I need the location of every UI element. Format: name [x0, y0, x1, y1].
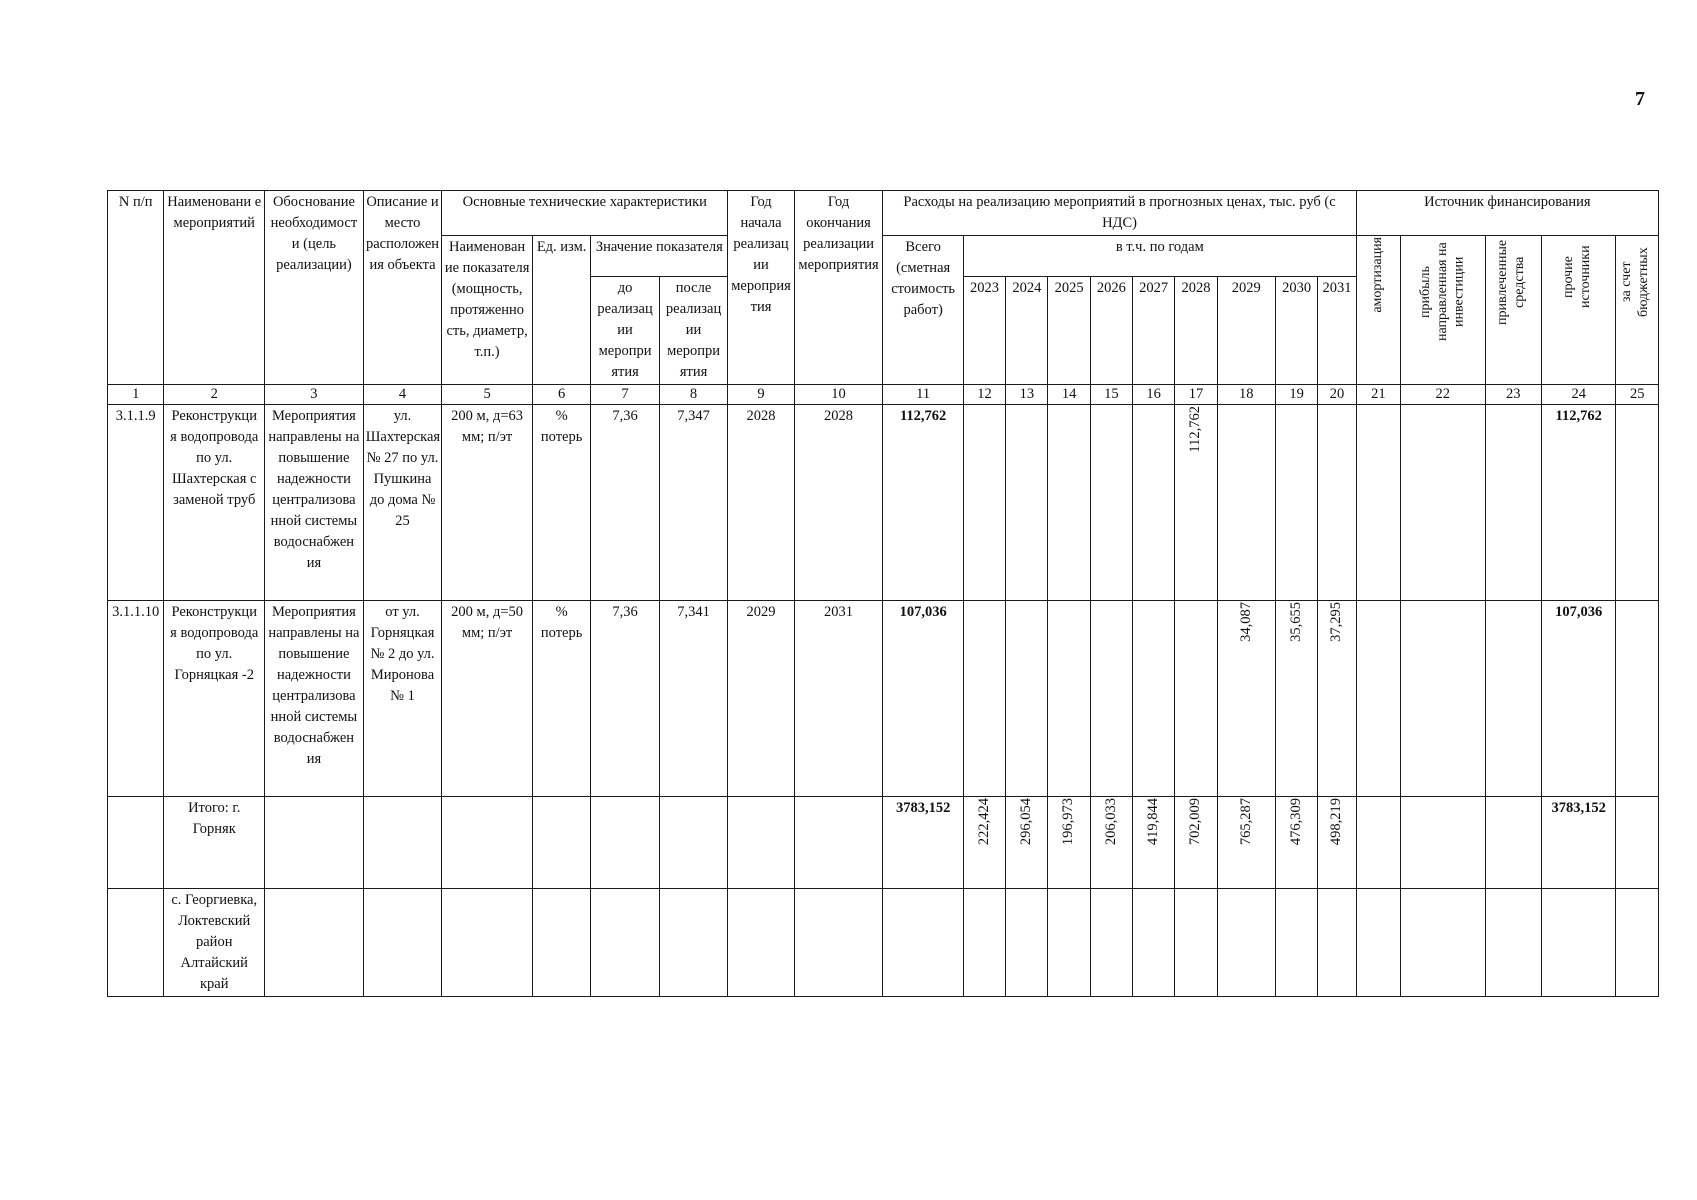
row-fin-value	[1616, 601, 1659, 797]
col-number: 18	[1217, 385, 1275, 405]
header-year-2027: 2027	[1133, 277, 1175, 385]
row-indicator: 200 м, д=50 мм; п/эт	[442, 601, 533, 797]
total-empty	[659, 797, 728, 889]
location-empty	[963, 889, 1005, 997]
header-year-2024: 2024	[1006, 277, 1048, 385]
total-empty	[794, 797, 883, 889]
header-fin-other: прочие источники	[1541, 236, 1616, 385]
col-number: 23	[1485, 385, 1541, 405]
row-indicator: 200 м, д=63 мм; п/эт	[442, 405, 533, 601]
location-empty	[532, 889, 590, 997]
location-empty	[1356, 889, 1400, 997]
location-empty	[1318, 889, 1356, 997]
row-reason: Мероприятия направлены на повышение надежности централизова нной системы водоснабжен ия	[265, 601, 364, 797]
header-reason: Обоснование необходимост и (цель реализации)	[265, 191, 364, 385]
row-year-value	[1175, 601, 1217, 797]
total-year-value: 702,009	[1175, 797, 1217, 889]
total-fin-value	[1616, 797, 1659, 889]
header-year-2028: 2028	[1175, 277, 1217, 385]
header-costs-by-years: в т.ч. по годам	[963, 236, 1356, 277]
location-empty	[442, 889, 533, 997]
location-empty	[659, 889, 728, 997]
row-name: Реконструкци я водопровода по ул. Шахтерская с заменой труб	[164, 405, 265, 601]
col-number: 11	[883, 385, 964, 405]
header-year-start: Год начала реализац ии мероприя тия	[728, 191, 794, 385]
row-num: 3.1.1.10	[108, 601, 164, 797]
row-unit: % потерь	[532, 601, 590, 797]
table-row	[108, 601, 1659, 797]
location-empty	[363, 889, 442, 997]
row-fin-value	[1400, 405, 1485, 601]
location-empty	[1616, 889, 1659, 997]
header-fin-amortization: амортизация	[1356, 236, 1400, 385]
row-after: 7,347	[659, 405, 728, 601]
header-location: Описание и место расположен ия объекта	[363, 191, 442, 385]
col-number: 14	[1048, 385, 1090, 405]
total-sum: 3783,152	[883, 797, 964, 889]
row-fin-value	[1616, 405, 1659, 601]
location-empty	[591, 889, 659, 997]
header-fin-profit: прибыль направленная на инвестиции	[1400, 236, 1485, 385]
total-empty	[591, 797, 659, 889]
col-number: 6	[532, 385, 590, 405]
location-empty	[883, 889, 964, 997]
row-fin-value	[1485, 405, 1541, 601]
location-empty	[1276, 889, 1318, 997]
header-year-end: Год окончания реализации мероприятия	[794, 191, 883, 385]
location-empty	[1133, 889, 1175, 997]
row-fin-value	[1485, 601, 1541, 797]
location-empty	[1485, 889, 1541, 997]
header-year-2026: 2026	[1090, 277, 1132, 385]
row-location: ул. Шахтерская № 27 по ул. Пушкина до дома № 25	[363, 405, 442, 601]
total-year-value: 765,287	[1217, 797, 1275, 889]
location-num	[108, 889, 164, 997]
row-total: 107,036	[883, 601, 964, 797]
location-empty	[1090, 889, 1132, 997]
row-year-value	[1048, 601, 1090, 797]
col-number: 1	[108, 385, 164, 405]
header-tech-after: после реализац ии меропри ятия	[659, 277, 728, 385]
location-empty	[1006, 889, 1048, 997]
total-empty	[265, 797, 364, 889]
location-empty	[1541, 889, 1616, 997]
table-row	[108, 405, 1659, 601]
col-number: 4	[363, 385, 442, 405]
page-number: 7	[1635, 88, 1645, 110]
total-fin-value	[1356, 797, 1400, 889]
header-tech-indicator: Наименован ие показателя (мощность, протяженно сть, диаметр, т.п.)	[442, 236, 533, 385]
header-fin-budget: за счет бюджетных	[1616, 236, 1659, 385]
header-num: N п/п	[108, 191, 164, 385]
header-year-2029: 2029	[1217, 277, 1275, 385]
total-row	[108, 797, 1659, 889]
col-number: 20	[1318, 385, 1356, 405]
location-empty	[1175, 889, 1217, 997]
location-label: с. Георгиевка, Локтевский район Алтайский край	[164, 889, 265, 997]
col-number: 25	[1616, 385, 1659, 405]
header-tech-before: до реализац ии меропри ятия	[591, 277, 659, 385]
row-location: от ул. Горняцкая № 2 до ул. Миронова № 1	[363, 601, 442, 797]
row-year-value	[1217, 405, 1275, 601]
row-year-value	[1276, 405, 1318, 601]
col-number: 10	[794, 385, 883, 405]
location-empty	[1048, 889, 1090, 997]
row-before: 7,36	[591, 405, 659, 601]
total-empty	[728, 797, 794, 889]
header-row	[108, 191, 1659, 236]
col-number: 5	[442, 385, 533, 405]
total-num	[108, 797, 164, 889]
row-year-value	[963, 601, 1005, 797]
col-number: 2	[164, 385, 265, 405]
row-fin-value	[1400, 601, 1485, 797]
total-year-value: 222,424	[963, 797, 1005, 889]
location-empty	[728, 889, 794, 997]
header-tech-unit: Ед. изм.	[532, 236, 590, 385]
total-empty	[442, 797, 533, 889]
column-numbers-row	[108, 385, 1659, 405]
col-number: 17	[1175, 385, 1217, 405]
col-number: 21	[1356, 385, 1400, 405]
col-number: 9	[728, 385, 794, 405]
row-year-value	[1090, 601, 1132, 797]
row-year-value: 37,295	[1318, 601, 1356, 797]
location-empty	[794, 889, 883, 997]
header-tech-value: Значение показателя	[591, 236, 728, 277]
col-number: 16	[1133, 385, 1175, 405]
row-year-value	[1133, 405, 1175, 601]
header-year-2031: 2031	[1318, 277, 1356, 385]
col-number: 13	[1006, 385, 1048, 405]
header-year-2030: 2030	[1276, 277, 1318, 385]
row-year-end: 2028	[794, 405, 883, 601]
row-fin-value	[1356, 405, 1400, 601]
total-year-value: 206,033	[1090, 797, 1132, 889]
total-empty	[532, 797, 590, 889]
header-fin-attracted: привлеченные средства	[1485, 236, 1541, 385]
location-empty	[1400, 889, 1485, 997]
location-row	[108, 889, 1659, 997]
header-costs-total: Всего (сметная стоимость работ)	[883, 236, 964, 385]
total-year-value: 296,054	[1006, 797, 1048, 889]
header-fin-group: Источник финансирования	[1356, 191, 1658, 236]
investment-table	[107, 190, 1659, 997]
col-number: 12	[963, 385, 1005, 405]
total-label: Итого: г. Горняк	[164, 797, 265, 889]
header-year-2023: 2023	[963, 277, 1005, 385]
row-year-start: 2028	[728, 405, 794, 601]
col-number: 22	[1400, 385, 1485, 405]
total-year-value: 476,309	[1276, 797, 1318, 889]
row-year-value	[1048, 405, 1090, 601]
total-empty	[363, 797, 442, 889]
row-year-value	[1090, 405, 1132, 601]
col-number: 7	[591, 385, 659, 405]
location-empty	[1217, 889, 1275, 997]
row-after: 7,341	[659, 601, 728, 797]
total-year-value: 196,973	[1048, 797, 1090, 889]
location-empty	[265, 889, 364, 997]
row-fin-value: 107,036	[1541, 601, 1616, 797]
row-year-value	[1006, 405, 1048, 601]
row-fin-value	[1356, 601, 1400, 797]
header-year-2025: 2025	[1048, 277, 1090, 385]
row-year-value	[1133, 601, 1175, 797]
row-fin-value: 112,762	[1541, 405, 1616, 601]
row-before: 7,36	[591, 601, 659, 797]
row-total: 112,762	[883, 405, 964, 601]
col-number: 24	[1541, 385, 1616, 405]
header-name: Наименовани е мероприятий	[164, 191, 265, 385]
col-number: 8	[659, 385, 728, 405]
row-year-end: 2031	[794, 601, 883, 797]
header-costs-group: Расходы на реализацию мероприятий в прогнозных ценах, тыс. руб (с НДС)	[883, 191, 1356, 236]
row-unit: % потерь	[532, 405, 590, 601]
row-year-value: 112,762	[1175, 405, 1217, 601]
row-name: Реконструкци я водопровода по ул. Горняцкая -2	[164, 601, 265, 797]
row-year-value	[963, 405, 1005, 601]
total-year-value: 498,219	[1318, 797, 1356, 889]
total-fin-value	[1485, 797, 1541, 889]
col-number: 19	[1276, 385, 1318, 405]
col-number: 15	[1090, 385, 1132, 405]
row-num: 3.1.1.9	[108, 405, 164, 601]
total-fin-value	[1400, 797, 1485, 889]
row-year-value	[1318, 405, 1356, 601]
row-reason: Мероприятия направлены на повышение надежности централизова нной системы водоснабжен ия	[265, 405, 364, 601]
row-year-value: 34,087	[1217, 601, 1275, 797]
row-year-start: 2029	[728, 601, 794, 797]
col-number: 3	[265, 385, 364, 405]
total-fin-value: 3783,152	[1541, 797, 1616, 889]
total-year-value: 419,844	[1133, 797, 1175, 889]
row-year-value	[1006, 601, 1048, 797]
header-tech-group: Основные технические характеристики	[442, 191, 728, 236]
row-year-value: 35,655	[1276, 601, 1318, 797]
